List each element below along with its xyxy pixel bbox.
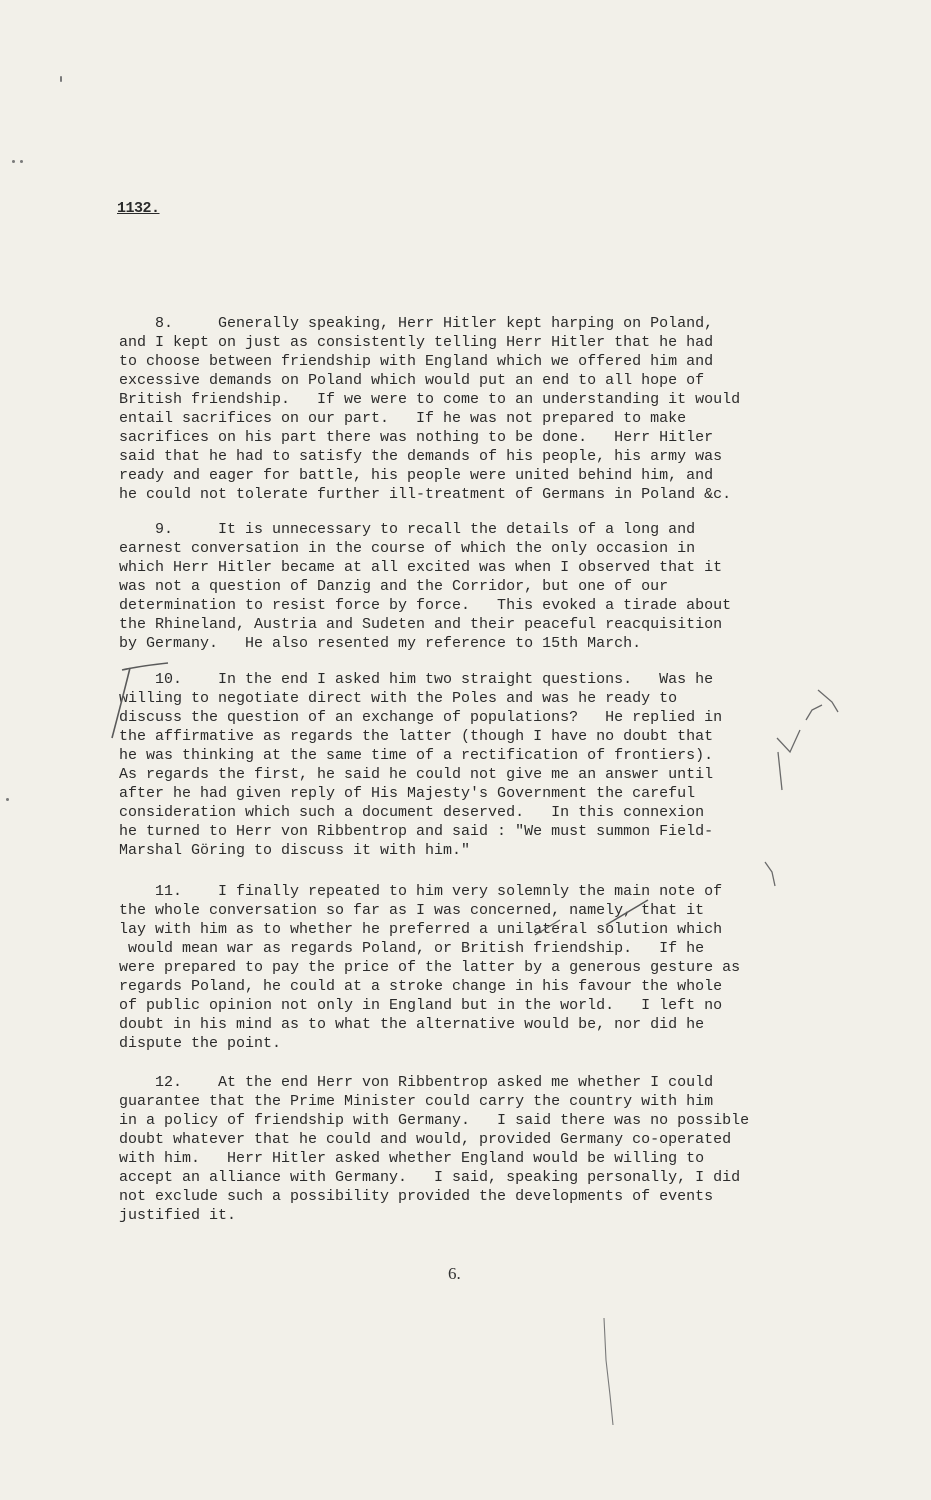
paragraph-line: British friendship. If we were to come to an understanding it would: [119, 391, 741, 408]
paragraph-line: justified it.: [119, 1207, 237, 1224]
paragraph-line: and I kept on just as consistently telling Herr Hitler that he had: [119, 334, 714, 351]
paragraph-line: determination to resist force by force. This evoked a tirade about: [119, 597, 732, 614]
margin-bracket-mark: [112, 668, 130, 738]
margin-bracket-mark: [122, 663, 168, 670]
paragraph-line: after he had given reply of His Majesty's Government the careful: [119, 785, 696, 802]
paragraph-line: would mean war as regards Poland, or British friendship. If he: [119, 940, 705, 957]
paragraph-line: accept an alliance with Germany. I said, speaking personally, I did: [119, 1169, 741, 1186]
paragraph-line: guarantee that the Prime Minister could carry the country with him: [119, 1093, 714, 1110]
paragraph-line: ready and eager for battle, his people were united behind him, and: [119, 467, 714, 484]
paragraph-line: by Germany. He also resented my reference to 15th March.: [119, 635, 642, 652]
paragraph-line: entail sacrifices on our part. If he was not prepared to make: [119, 410, 687, 427]
paragraph-line: 8. Generally speaking, Herr Hitler kept harping on Poland,: [119, 315, 714, 332]
paragraph-line: doubt whatever that he could and would, provided Germany co-operated: [119, 1131, 732, 1148]
paragraph-line: sacrifices on his part there was nothing to be done. Herr Hitler: [119, 429, 714, 446]
margin-line-mark: [604, 1318, 613, 1425]
paragraph-line: he turned to Herr von Ribbentrop and said : "We must summon Field-: [119, 823, 714, 840]
insertion-stroke-mark: [606, 900, 648, 925]
paragraph-line: doubt in his mind as to what the alternative would be, nor did he: [119, 1016, 705, 1033]
paragraph-line: consideration which such a document deserved. In this connexion: [119, 804, 705, 821]
paragraph-line: with him. Herr Hitler asked whether England would be willing to: [119, 1150, 705, 1167]
paragraph-line: regards Poland, he could at a stroke change in his favour the whole: [119, 978, 723, 995]
paragraph-line: were prepared to pay the price of the latter by a generous gesture as: [119, 959, 741, 976]
page-number: 6.: [448, 1264, 461, 1283]
paragraph-line: lay with him as to whether he preferred a unilateral solution which: [119, 921, 723, 938]
paragraph-line: in a policy of friendship with Germany. I said there was no possible: [119, 1112, 750, 1129]
paragraph-line: excessive demands on Poland which would put an end to all hope of: [119, 372, 705, 389]
paragraph-line: the whole conversation so far as I was concerned, namely, that it: [119, 902, 705, 919]
margin-line-mark: [765, 862, 775, 886]
paragraph-line: of public opinion not only in England but in the world. I left no: [119, 997, 723, 1014]
paragraph-line: not exclude such a possibility provided the developments of events: [119, 1188, 714, 1205]
paragraph-line: As regards the first, he said he could not give me an answer until: [119, 766, 714, 783]
paragraph-line: he could not tolerate further ill-treatment of Germans in Poland &c.: [119, 486, 732, 503]
paragraph-line: earnest conversation in the course of which the only occasion in: [119, 540, 696, 557]
paragraph-line: 12. At the end Herr von Ribbentrop asked me whether I could: [119, 1074, 714, 1091]
margin-tick-mark: [777, 690, 838, 752]
paragraph-line: discuss the question of an exchange of populations? He replied in: [119, 709, 723, 726]
paragraph-line: to choose between friendship with England which we offered him and: [119, 353, 714, 370]
paragraph-line: was not a question of Danzig and the Corridor, but one of our: [119, 578, 669, 595]
insertion-stroke-mark: [535, 920, 560, 935]
paragraph-line: willing to negotiate direct with the Poles and was he ready to: [119, 690, 678, 707]
paragraph-line: said that he had to satisfy the demands of his people, his army was: [119, 448, 723, 465]
paragraph-line: 11. I finally repeated to him very solemnly the main note of: [119, 883, 723, 900]
paragraph-line: dispute the point.: [119, 1035, 282, 1052]
paragraph-line: he was thinking at the same time of a rectification of frontiers).: [119, 747, 714, 764]
paragraph-line: 10. In the end I asked him two straight questions. Was he: [119, 671, 714, 688]
paragraph-line: the affirmative as regards the latter (though I have no doubt that: [119, 728, 714, 745]
paragraph-line: the Rhineland, Austria and Sudeten and their peaceful reacquisition: [119, 616, 723, 633]
document-number: 1132.: [117, 200, 160, 217]
margin-line-mark: [778, 752, 782, 790]
paragraph-line: 9. It is unnecessary to recall the details of a long and: [119, 521, 696, 538]
paragraph-line: which Herr Hitler became at all excited was when I observed that it: [119, 559, 723, 576]
paragraph-line: Marshal Göring to discuss it with him.": [119, 842, 471, 859]
